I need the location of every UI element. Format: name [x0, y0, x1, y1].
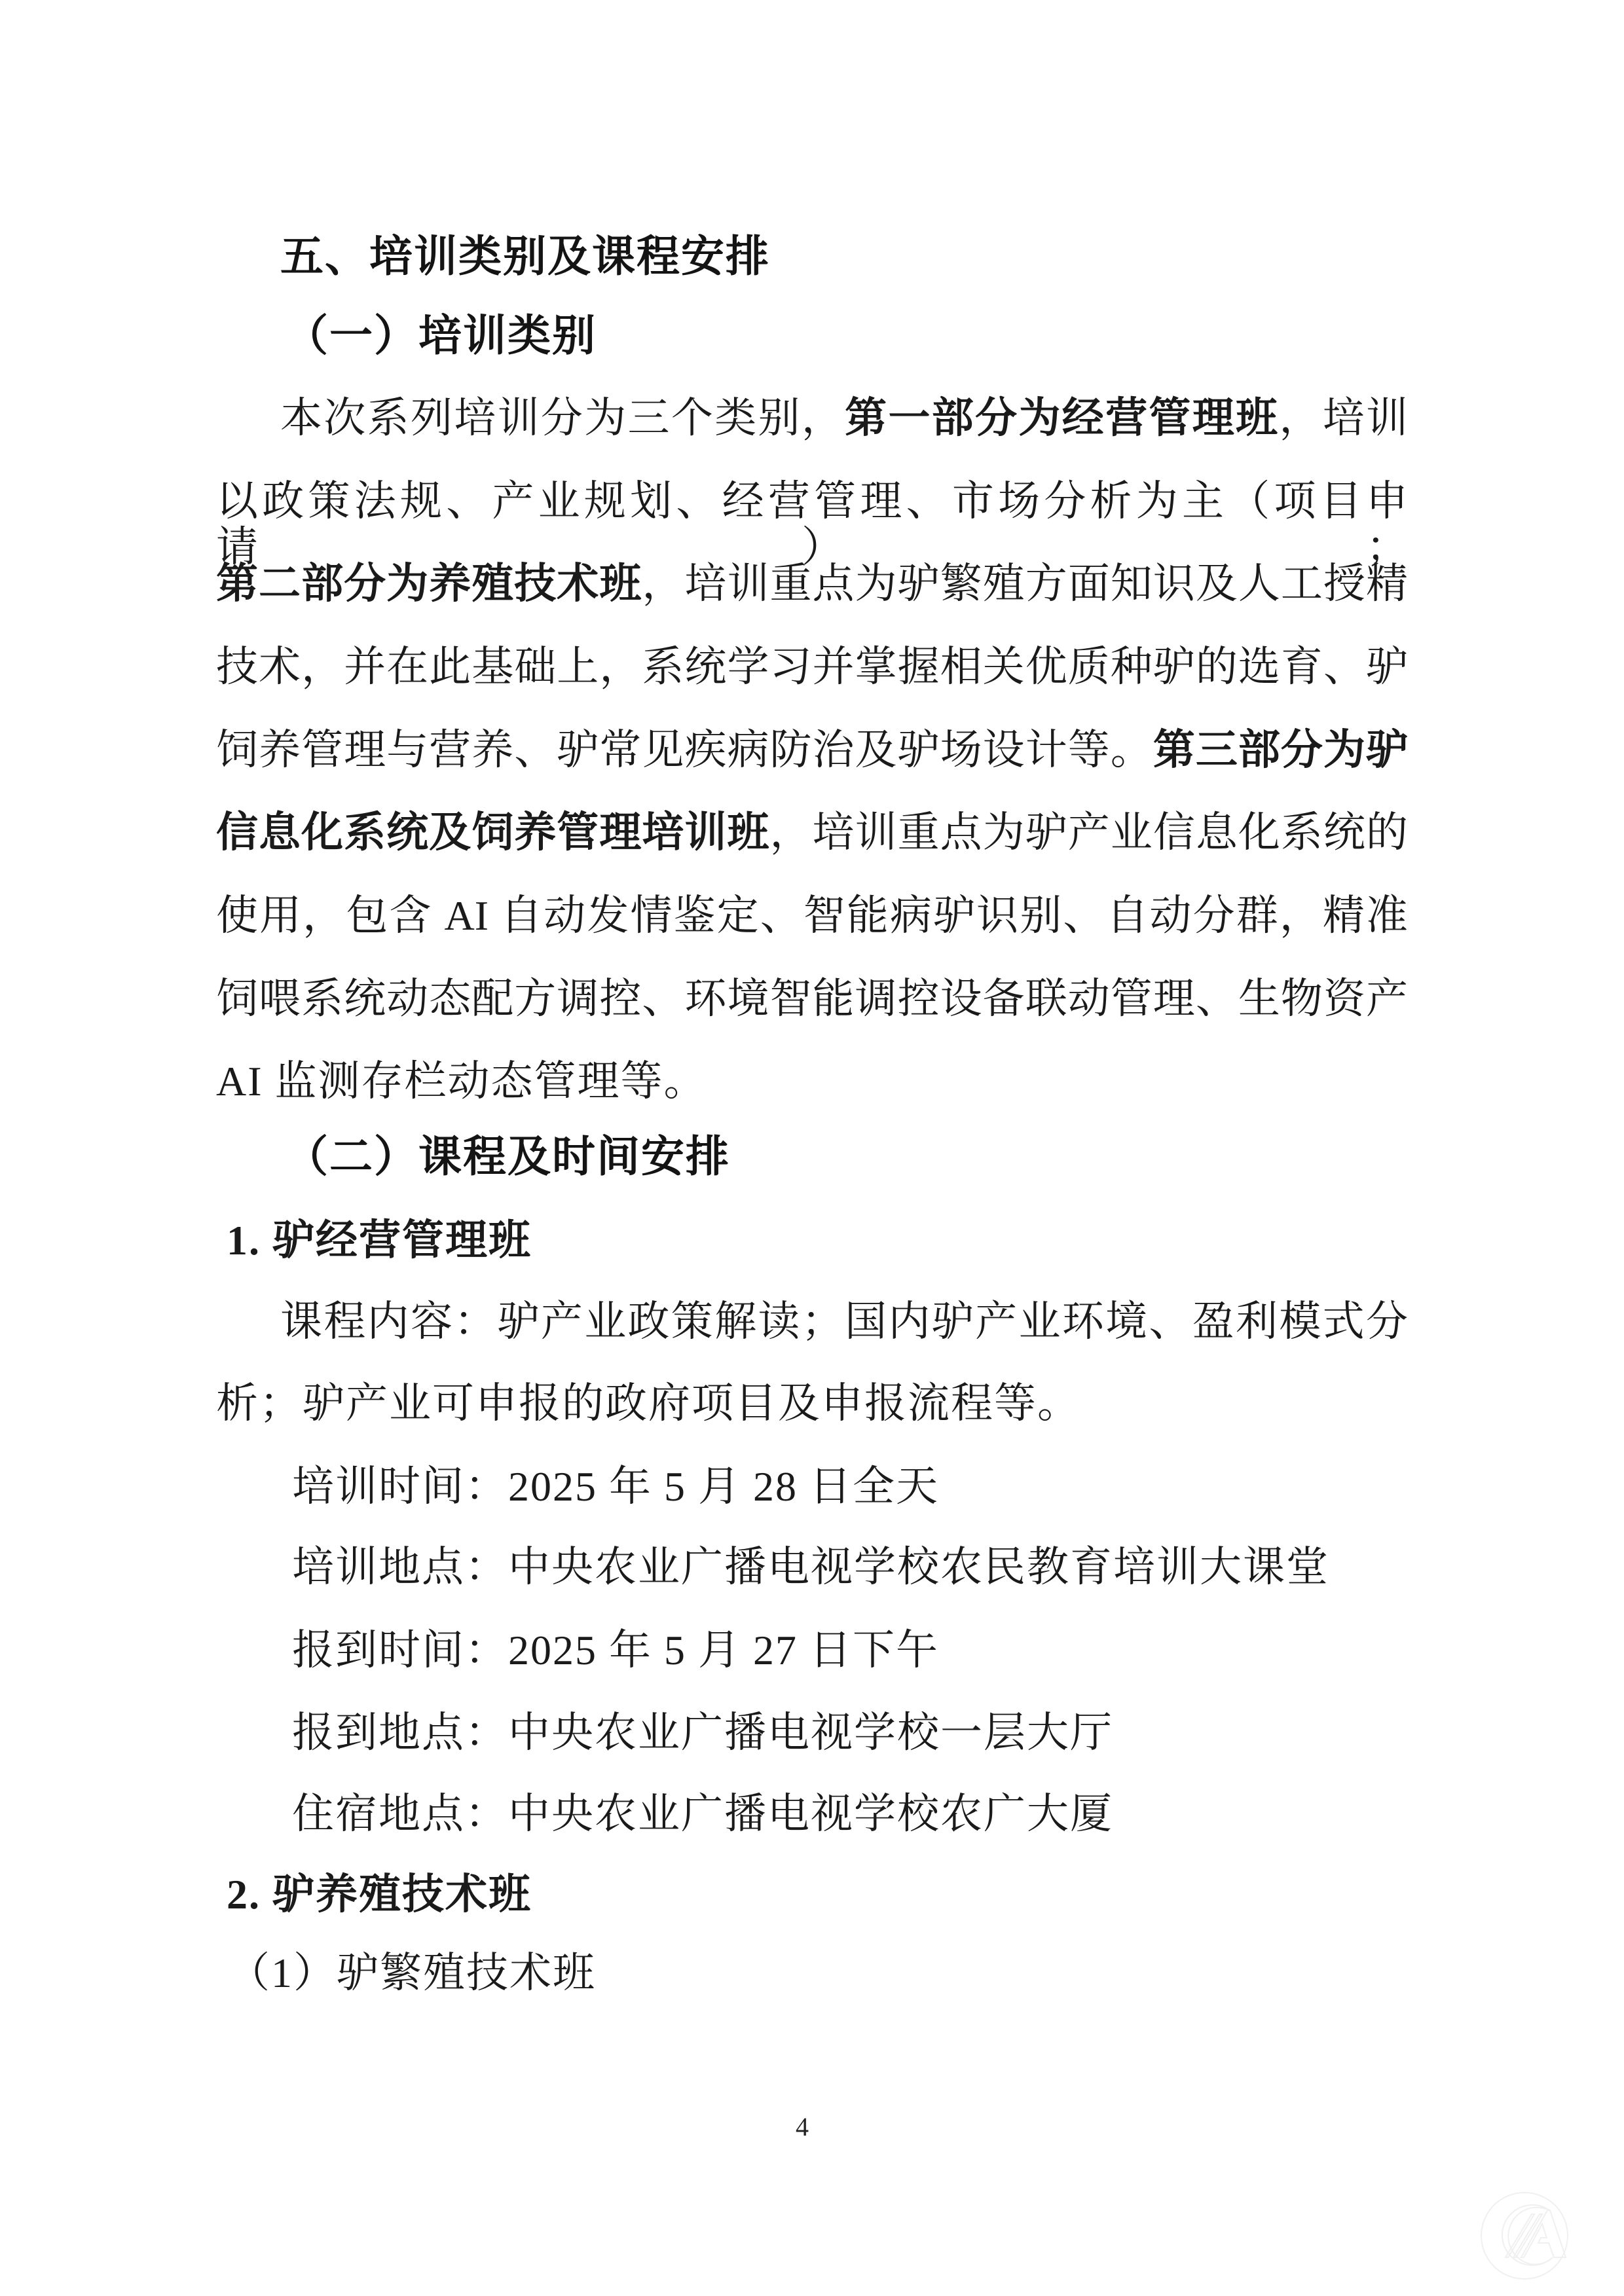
- info-line-training-place: [216, 1544, 1408, 1590]
- subsection-heading-1-text: （一）培训类别: [285, 311, 597, 359]
- sub-numbered-heading-1-text: （1）驴繁殖技术班: [228, 1950, 596, 1996]
- paragraph-line: [216, 1381, 1408, 1427]
- body-text: ，培训重点为驴繁殖方面知识及人工授精: [642, 560, 1409, 607]
- paragraph-line: [216, 561, 1408, 607]
- section-heading-text: 五、培训类别及课程安排: [280, 232, 770, 280]
- numbered-heading-1-text: 1. 驴经营管理班: [227, 1217, 532, 1264]
- paragraph-line: [216, 644, 1408, 690]
- numbered-heading-1: [216, 1218, 1408, 1264]
- circular-stripes-logo-icon: [1475, 2188, 1574, 2286]
- page-number: 4: [796, 2112, 809, 2141]
- sub-numbered-heading-1: [216, 1950, 1408, 1996]
- body-text: 本次系列培训分为三个类别，: [280, 395, 845, 441]
- paragraph-line: [216, 1059, 1408, 1104]
- info-text: 培训地点：中央农业广播电视学校农民教育培训大课堂: [292, 1544, 1329, 1590]
- info-text: 培训时间：2025 年 5 月 28 日全天: [292, 1463, 939, 1510]
- body-text: 析；驴产业可申报的政府项目及申报流程等。: [216, 1380, 1080, 1427]
- paragraph-line: [216, 479, 1408, 570]
- subsection-heading-1: [216, 312, 1408, 358]
- watermark-logo: [1475, 2188, 1574, 2286]
- paragraph-line: [216, 395, 1408, 441]
- info-line-checkin-time: [216, 1628, 1408, 1673]
- paragraph-line: [216, 976, 1408, 1022]
- paragraph-line: [216, 1299, 1408, 1345]
- body-text: 饲喂系统动态配方调控、环境智能调控设备联动管理、生物资产: [216, 975, 1408, 1022]
- body-text-bold: 第一部分为经营管理班: [845, 395, 1280, 441]
- numbered-heading-2-text: 2. 驴养殖技术班: [227, 1871, 532, 1918]
- body-text: AI 监测存栏动态管理等。: [216, 1058, 707, 1104]
- paragraph-line: [216, 727, 1408, 773]
- paragraph-line: [216, 810, 1408, 856]
- body-text: 技术，并在此基础上，系统学习并掌握相关优质种驴的选育、驴: [216, 644, 1408, 690]
- body-text-bold: 信息化系统及饲养管理培训班: [216, 809, 770, 856]
- info-text: 报到地点：中央农业广播电视学校一层大厅: [292, 1709, 1113, 1756]
- body-text: ，培训重点为驴产业信息化系统的: [769, 809, 1409, 856]
- info-line-checkin-place: [216, 1710, 1408, 1756]
- subsection-heading-2: [216, 1133, 1408, 1179]
- body-text: 饲养管理与营养、驴常见疾病防治及驴场设计等。: [216, 727, 1153, 773]
- body-text-bold: 第二部分为养殖技术班: [216, 560, 642, 607]
- body-text: ，培训: [1279, 395, 1409, 441]
- info-text: 住宿地点：中央农业广播电视学校农广大厦: [292, 1791, 1113, 1837]
- body-text: 以政策法规、产业规划、经营管理、市场分析为主（项目申请）；: [216, 478, 1408, 570]
- subsection-heading-2-text: （二）课程及时间安排: [285, 1132, 730, 1180]
- section-heading: [216, 233, 1408, 279]
- info-line-training-time: [216, 1464, 1408, 1510]
- info-text: 报到时间：2025 年 5 月 27 日下午: [292, 1627, 939, 1673]
- body-text: 课程内容：驴产业政策解读；国内驴产业环境、盈利模式分: [280, 1298, 1408, 1345]
- body-text: 使用，包含 AI 自动发情鉴定、智能病驴识别、自动分群，精准: [216, 892, 1408, 939]
- numbered-heading-2: [216, 1872, 1408, 1918]
- info-line-lodging-place: [216, 1791, 1408, 1837]
- body-text-bold: 第三部分为驴: [1153, 727, 1408, 773]
- paragraph-line: [216, 893, 1408, 939]
